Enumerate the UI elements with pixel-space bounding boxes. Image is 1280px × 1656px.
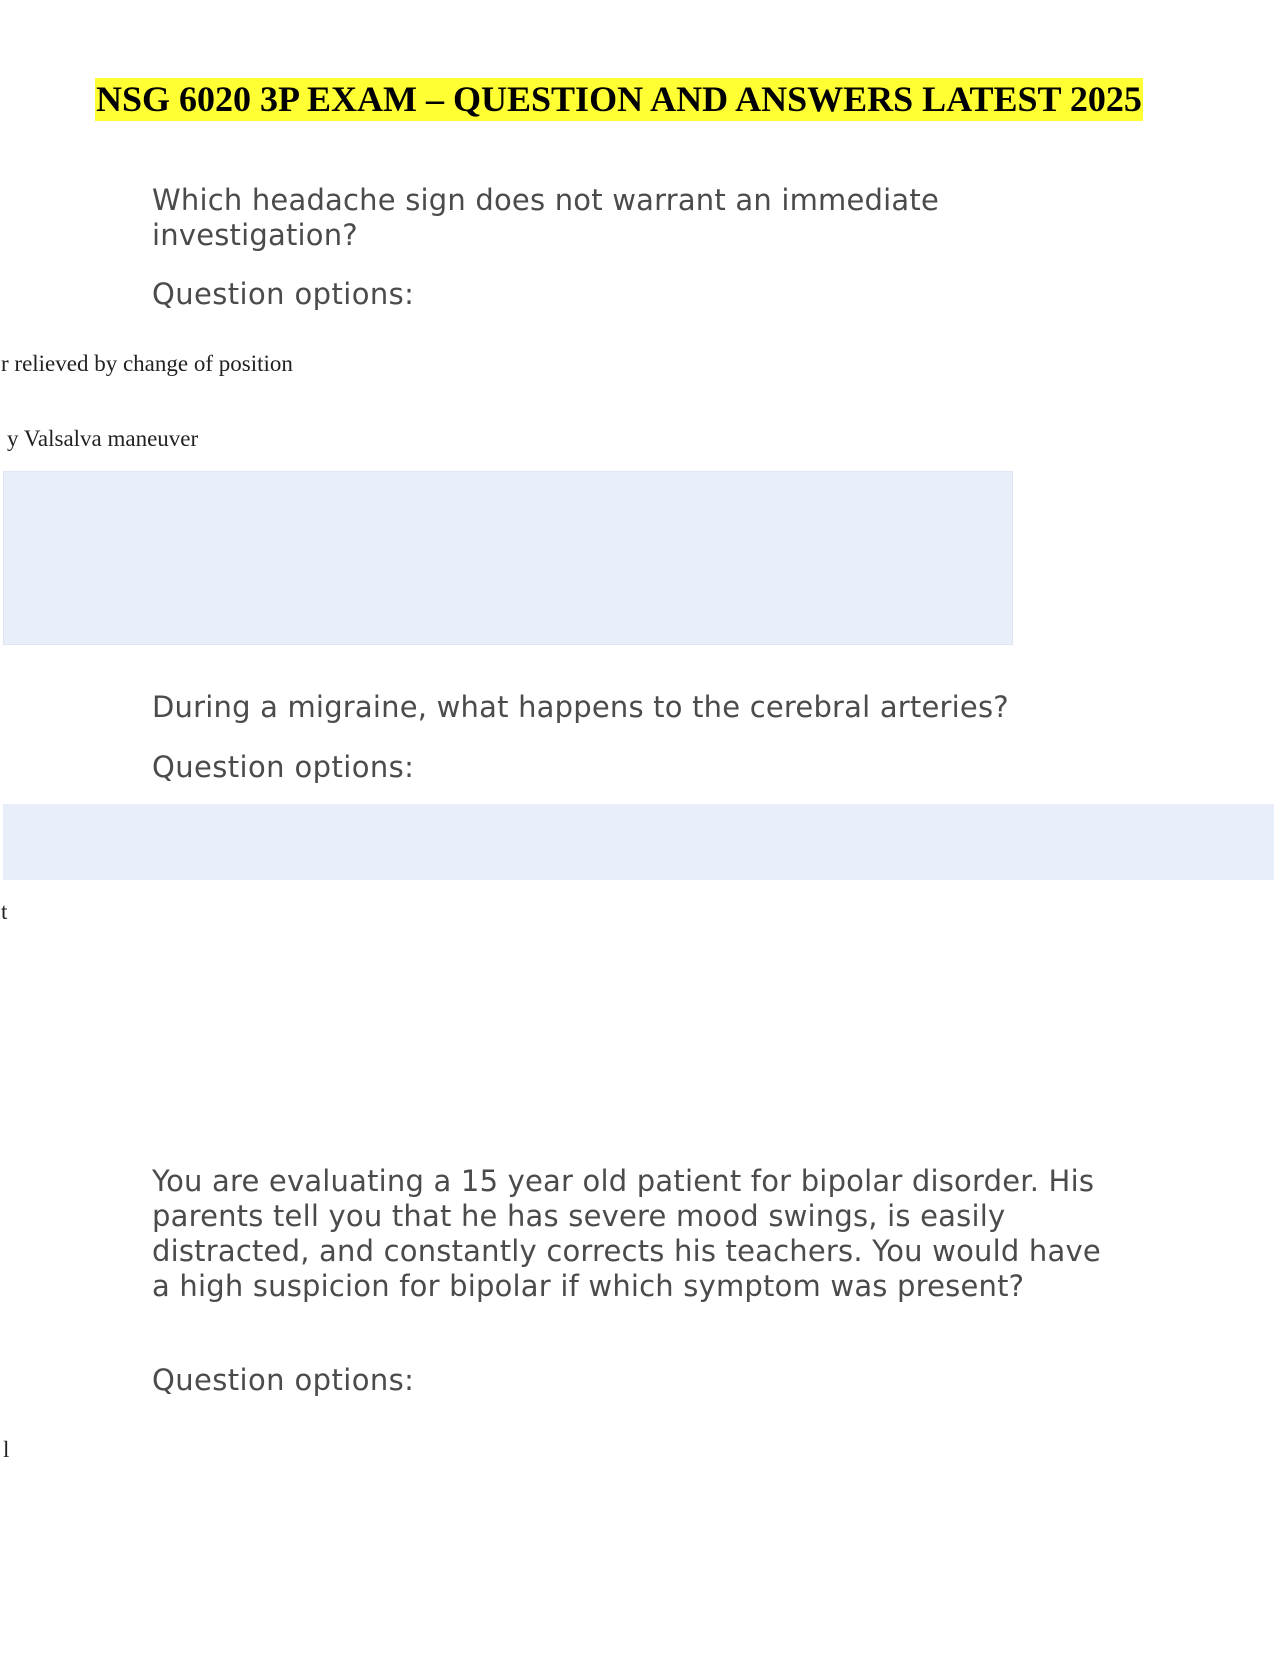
document-title: NSG 6020 3P EXAM – QUESTION AND ANSWERS LATEST 2025 <box>96 79 1142 119</box>
question-1-text: Which headache sign does not warrant an immediate investigation? <box>152 183 939 252</box>
question-1-options-label: Question options: <box>152 277 415 311</box>
question-1-option-fragment-1: r relieved by change of position <box>1 351 293 376</box>
answer-redaction-box <box>3 804 1274 880</box>
question-3-option-fragment-1: l <box>3 1437 10 1462</box>
question-2-options-label: Question options: <box>152 750 415 784</box>
answer-redaction-box <box>3 471 1013 645</box>
question-2-option-fragment-1: t <box>1 899 8 924</box>
question-3-text: You are evaluating a 15 year old patient for bipolar disorder. His parents tell you that he has severe mood swings, is easily distracted, and constantly corrects his teachers. You would have a high suspicion for bipolar if which symptom was present? <box>152 1164 1101 1303</box>
question-1-option-fragment-2: y Valsalva maneuver <box>7 426 199 451</box>
question-3-options-label: Question options: <box>152 1363 415 1397</box>
question-2-text: During a migraine, what happens to the cerebral arteries? <box>152 690 1009 724</box>
